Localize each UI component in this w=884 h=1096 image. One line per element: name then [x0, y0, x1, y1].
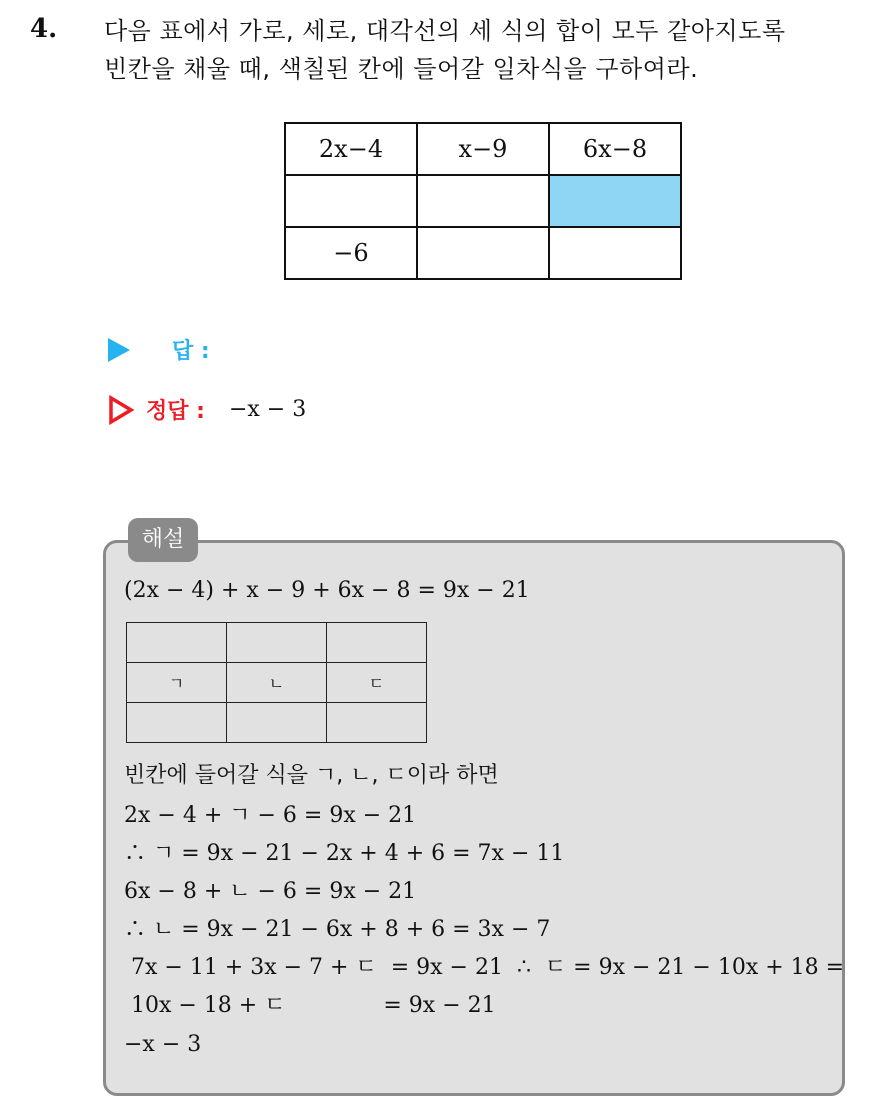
solution-grid-cell: ㄷ: [327, 663, 427, 703]
solution-line: 2x − 4 + ㄱ − 6 = 9x − 21: [124, 803, 417, 828]
outline-triangle-icon: [108, 395, 134, 425]
puzzle-cell: −6: [285, 227, 417, 279]
solution-grid-row: [127, 703, 427, 743]
solution-line: 6x − 8 + ㄴ − 6 = 9x − 21: [124, 879, 417, 904]
puzzle-cell: [549, 227, 681, 279]
answer-label: 답 :: [172, 339, 210, 364]
solution-line: 10x − 18 + ㄷ = 9x − 21: [124, 993, 496, 1018]
solution-grid: [126, 622, 427, 743]
solution-grid-cell: [227, 703, 327, 743]
solution-grid-cell: [227, 623, 327, 663]
puzzle-row-1: [285, 123, 681, 175]
question-line-2: 빈칸을 채울 때, 색칠된 칸에 들어갈 일차식을 구하여라.: [104, 55, 699, 83]
solution-grid-cell: ㄱ: [127, 663, 227, 703]
solution-tag: 해설: [128, 518, 198, 562]
solution-final-answer: −x − 3: [124, 1032, 202, 1057]
correct-answer-value: −x − 3: [228, 397, 307, 422]
solution-grid-row: [127, 663, 427, 703]
solution-line: ∴ ㄴ = 9x − 21 − 6x + 8 + 6 = 3x − 7: [124, 917, 551, 942]
answer-row: [108, 334, 210, 365]
solution-line: 7x − 11 + 3x − 7 + ㄷ = 9x − 21 ∴ ㄷ = 9x − 21 − 10x + 18 =: [124, 955, 845, 980]
puzzle-table: [284, 122, 682, 280]
solution-grid-cell: [327, 703, 427, 743]
puzzle-row-2: [285, 175, 681, 227]
correct-answer-row: [108, 394, 306, 425]
highlighted-cell: [549, 175, 681, 227]
puzzle-cell: [285, 175, 417, 227]
question-text: [104, 12, 874, 88]
filled-triangle-icon: [108, 338, 130, 362]
puzzle-cell: [417, 175, 549, 227]
solution-grid-row: [127, 623, 427, 663]
solution-grid-cell: [127, 703, 227, 743]
question-number: 4.: [30, 14, 58, 44]
solution-grid-cell: [127, 623, 227, 663]
puzzle-row-3: [285, 227, 681, 279]
question-line-1: 다음 표에서 가로, 세로, 대각선의 세 식의 합이 모두 같아지도록: [104, 17, 786, 45]
correct-answer-label: 정답 :: [146, 399, 205, 424]
solution-grid-cell: [327, 623, 427, 663]
solution-sum-line: (2x − 4) + x − 9 + 6x − 8 = 9x − 21: [124, 578, 530, 603]
puzzle-cell: x−9: [417, 123, 549, 175]
solution-line: 빈칸에 들어갈 식을 ㄱ, ㄴ, ㄷ이라 하면: [124, 763, 499, 788]
puzzle-cell: 6x−8: [549, 123, 681, 175]
puzzle-cell: [417, 227, 549, 279]
puzzle-cell: 2x−4: [285, 123, 417, 175]
solution-grid-cell: ㄴ: [227, 663, 327, 703]
solution-line: ∴ ㄱ = 9x − 21 − 2x + 4 + 6 = 7x − 11: [124, 841, 565, 866]
